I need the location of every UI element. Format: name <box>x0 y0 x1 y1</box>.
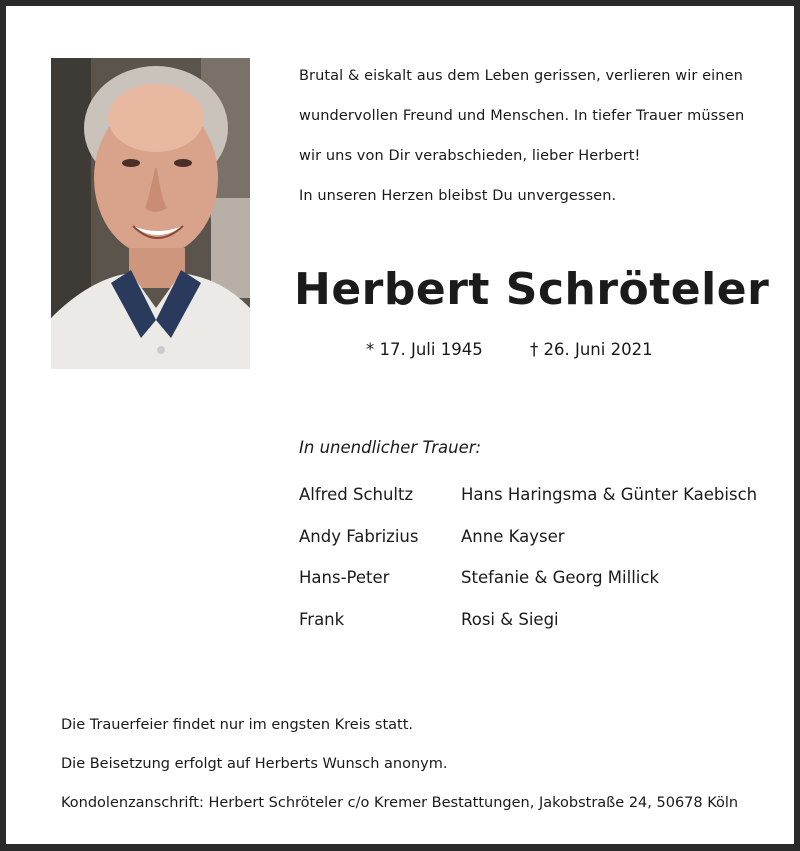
mourners-title: In unendlicher Trauer: <box>299 438 482 457</box>
list-item <box>299 474 769 516</box>
death-date: † 26. Juni 2021 <box>530 340 653 359</box>
intro-line: In unseren Herzen bleibst Du unvergessen. <box>299 188 617 204</box>
list-item <box>299 516 769 558</box>
intro-line: wir uns von Dir verabschieden, lieber Herbert! <box>299 148 641 164</box>
footer-line: Kondolenzanschrift: Herbert Schröteler c/o Kremer Bestattungen, Jakobstraße 24, 50678 Köln <box>61 795 739 811</box>
mourner-name: Hans-Peter <box>299 568 390 588</box>
mourners-list <box>299 474 769 640</box>
footer-line: Die Trauerfeier findet nur im engsten Kreis statt. <box>61 717 414 733</box>
mourner-name: Anne Kayser <box>461 526 565 546</box>
footer-notes <box>61 706 781 823</box>
mourner-name: Rosi & Siegi <box>461 609 559 629</box>
list-item <box>299 557 769 599</box>
intro-text <box>299 56 779 216</box>
mourner-name: Hans Haringsma & Günter Kaebisch <box>461 485 758 505</box>
list-item <box>299 599 769 641</box>
intro-line: wundervollen Freund und Menschen. In tiefer Trauer müssen <box>299 108 745 124</box>
mourner-name: Alfred Schultz <box>299 485 414 505</box>
birth-date: * 17. Juli 1945 <box>366 340 483 359</box>
footer-line: Die Beisetzung erfolgt auf Herberts Wunsch anonym. <box>61 756 448 772</box>
mourner-name: Frank <box>299 609 345 629</box>
intro-line: Brutal & eiskalt aus dem Leben gerissen, verlieren wir einen <box>299 68 743 84</box>
mourner-name: Andy Fabrizius <box>299 526 419 546</box>
mourner-name: Stefanie & Georg Millick <box>461 568 660 588</box>
portrait-photo <box>51 58 250 369</box>
deceased-name: Herbert Schröteler <box>294 264 770 315</box>
